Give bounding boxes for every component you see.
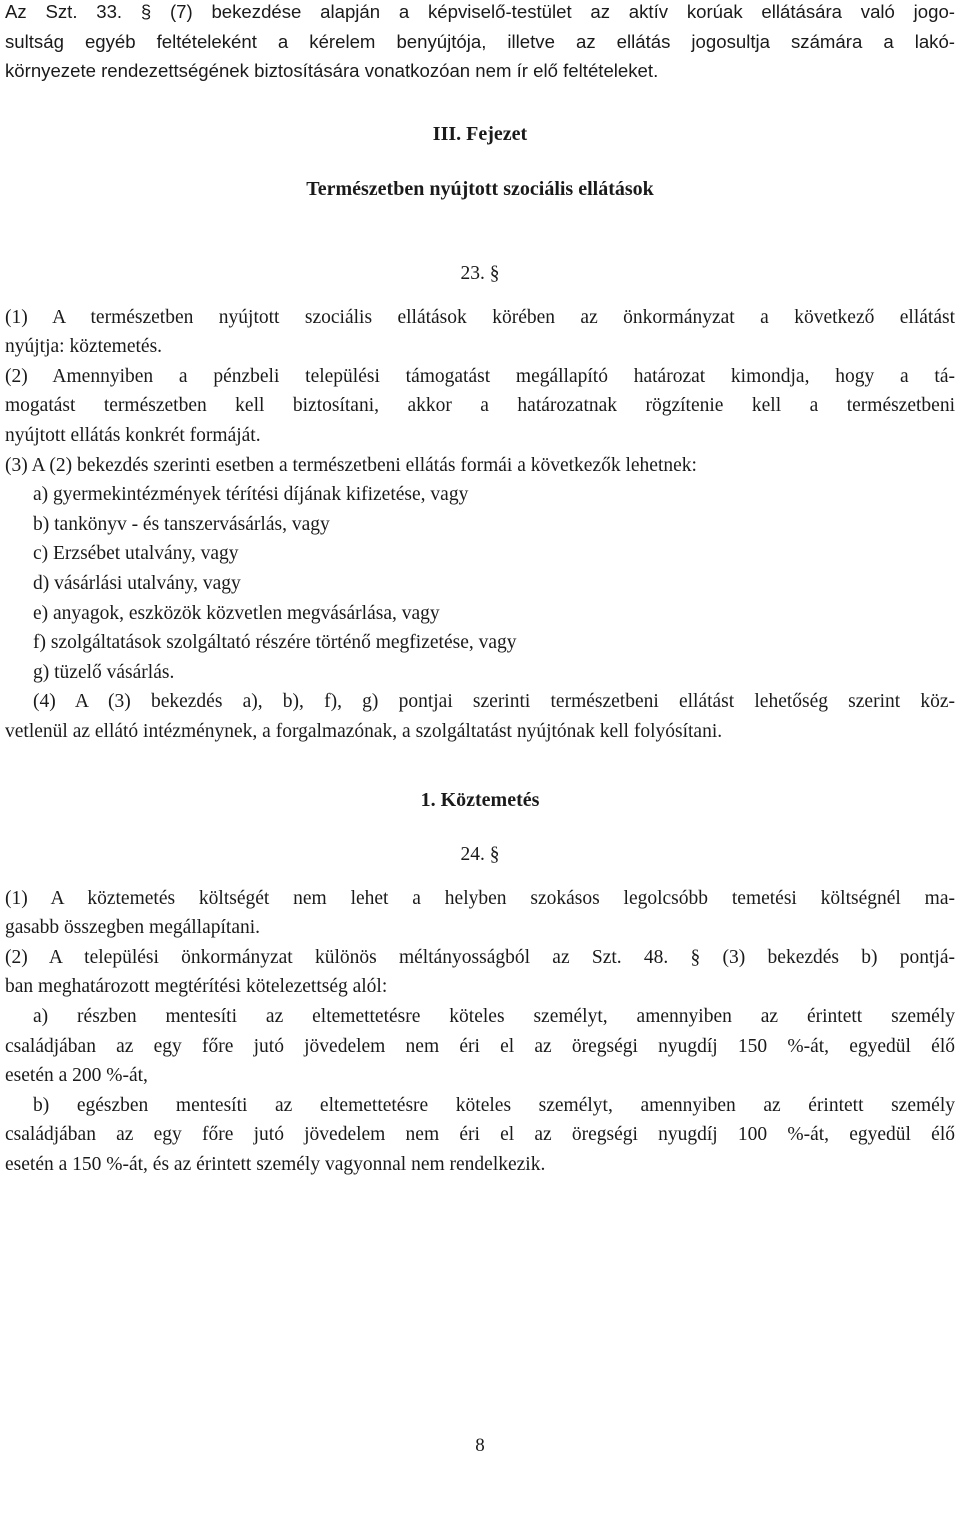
list-item: f) szolgáltatások szolgáltató részére történő megfizetése, vagy	[33, 632, 517, 654]
paragraph-line: b) egészben mentesíti az eltemettetésre köteles személyt, amennyiben az érintett személy	[33, 1094, 955, 1116]
paragraph-line: vetlenül az ellátó intézménynek, a forgalmazónak, a szolgáltatást nyújtónak kell folyósítani.	[5, 720, 723, 742]
chapter-title: Természetben nyújtott szociális ellátások	[306, 178, 654, 201]
paragraph-line: (3) A (2) bekezdés szerinti esetben a természetbeni ellátás formái a következők lehetnek:	[5, 454, 697, 476]
forms-list	[5, 480, 955, 687]
paragraph-line: a) részben mentesíti az eltemettetésre köteles személyt, amennyiben az érintett személy	[33, 1006, 955, 1028]
paragraph-line: (2) A települési önkormányzat különös méltányosságból az Szt. 48. § (3) bekezdés b) pontjá-	[5, 946, 955, 968]
paragraph-line: esetén a 200 %-át,	[5, 1065, 148, 1087]
intro-line: környezete rendezettségének biztosítására vonatkozóan nem ír elő feltételeket.	[5, 60, 659, 82]
paragraph-line: (2) Amennyiben a pénzbeli települési támogatást megállapító határozat kimondja, hogy a tá-	[5, 365, 955, 387]
section-24-body	[5, 884, 955, 1180]
paragraph-line: gasabb összegben megállapítani.	[5, 917, 261, 939]
intro-line: sultság egyéb feltételeként a kérelem benyújtója, illetve az ellátás jogosultja számára a lakó-	[5, 30, 955, 52]
paragraph-line: nyújtott ellátás konkrét formáját.	[5, 424, 261, 446]
section-24-number: 24. §	[460, 844, 500, 866]
section-23-number: 23. §	[460, 262, 500, 284]
paragraph-line: nyújtja: köztemetés.	[5, 336, 163, 358]
section-23-body	[5, 303, 955, 747]
paragraph-line: családjában az egy főre jutó jövedelem nem éri el az öregségi nyugdíj 150 %-át, egyedül élő	[5, 1035, 955, 1057]
paragraph-line: (1) A természetben nyújtott szociális ellátások körében az önkormányzat a következő ellátást	[5, 306, 955, 328]
paragraph-line: ban meghatározott megtérítési kötelezettség alól:	[5, 976, 388, 998]
intro-line: Az Szt. 33. § (7) bekezdése alapján a képviselő-testület az aktív korúak ellátására való jogo-	[5, 1, 955, 22]
intro-paragraph	[5, 0, 955, 86]
subsection-title: 1. Köztemetés	[420, 789, 540, 812]
paragraph-line: mogatást természetben kell biztosítani, akkor a határozatnak rögzítenie kell a természetbeni	[5, 395, 955, 417]
list-item: g) tüzelő vásárlás.	[33, 661, 175, 683]
list-item: b) tankönyv - és tanszervásárlás, vagy	[33, 513, 330, 535]
paragraph-line: (1) A köztemetés költségét nem lehet a helyben szokásos legolcsóbb temetési költségnél ma-	[5, 887, 955, 909]
chapter-number: III. Fejezet	[432, 122, 528, 145]
page-number: 8	[475, 1435, 485, 1456]
paragraph-line: (4) A (3) bekezdés a), b), f), g) pontjai szerinti természetbeni ellátást lehetőség szerint köz-	[33, 691, 955, 713]
list-item: a) gyermekintézmények térítési díjának kifizetése, vagy	[33, 484, 469, 506]
list-item: d) vásárlási utalvány, vagy	[33, 572, 241, 594]
paragraph-line: esetén a 150 %-át, és az érintett személy vagyonnal nem rendelkezik.	[5, 1154, 546, 1175]
paragraph-line: családjában az egy főre jutó jövedelem nem éri el az öregségi nyugdíj 100 %-át, egyedül élő	[5, 1124, 955, 1146]
list-item: e) anyagok, eszközök közvetlen megvásárlása, vagy	[33, 602, 440, 624]
list-item: c) Erzsébet utalvány, vagy	[33, 543, 239, 565]
